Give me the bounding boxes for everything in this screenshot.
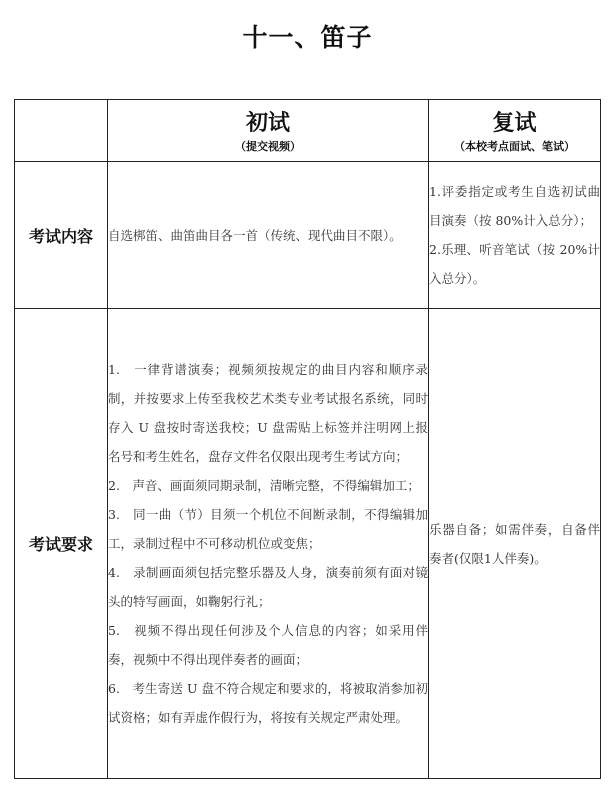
content-initial-text: 自选梆笛、曲笛曲目各一首（传统、现代曲目不限）。 — [108, 227, 402, 243]
requirement-item-6: 6. 考生寄送 U 盘不符合规定和要求的，将被取消参加初试资格；如有弄虚作假行为，将按有关规定严肃处理。 — [108, 681, 428, 725]
header-retest-cell — [429, 100, 601, 162]
header-initial-subtitle: （提交视频） — [235, 139, 301, 153]
requirement-item-4: 4. 录制画面须包括完整乐器及人身，演奏前须有面对镜头的特写画面，如鞠躬行礼； — [108, 565, 428, 609]
requirements-retest-cell — [429, 309, 601, 779]
row-label-content: 考试内容 — [15, 162, 108, 309]
table-row-content — [15, 162, 601, 309]
header-initial-cell — [108, 100, 429, 162]
requirements-initial-cell — [108, 309, 429, 779]
row-label-requirements: 考试要求 — [15, 309, 108, 779]
content-retest-item-2: 2.乐理、听音笔试（按 20%计入总分）。 — [429, 242, 600, 286]
requirement-item-3: 3. 同一曲（节）目须一个机位不间断录制，不得编辑加工，录制过程中不可移动机位或变焦； — [108, 507, 428, 551]
exam-table — [14, 99, 601, 779]
content-initial-cell — [108, 162, 429, 309]
header-initial-title: 初试 — [245, 110, 290, 136]
requirement-item-2: 2. 声音、画面须同期录制，清晰完整，不得编辑加工； — [108, 478, 420, 493]
requirement-item-5: 5. 视频不得出现任何涉及个人信息的内容；如采用伴奏，视频中不得出现伴奏者的画面； — [108, 623, 428, 667]
content-retest-item-1: 1.评委指定或考生自选初试曲目演奏（按 80%计入总分）； — [429, 184, 600, 228]
header-retest-title: 复试 — [492, 110, 537, 136]
content-retest-cell — [429, 162, 601, 309]
table-header-row — [15, 100, 601, 162]
header-retest-subtitle: （本校考点面试、笔试） — [454, 139, 575, 153]
requirements-retest-text: 乐器自备；如需伴奏，自备伴奏者(仅限1人伴奏)。 — [429, 521, 600, 566]
header-corner-cell — [15, 100, 108, 162]
page-title: 十一、笛子 — [242, 23, 373, 52]
table-row-requirements — [15, 309, 601, 779]
requirement-item-1: 1. 一律背谱演奏；视频须按规定的曲目内容和顺序录制，并按要求上传至我校艺术类专业考试报名系统，同时存入 U 盘按时寄送我校；U 盘需贴上标签并注明网上报名号和考生姓名，盘存文件名仅限出现考生考试方向； — [108, 362, 428, 464]
